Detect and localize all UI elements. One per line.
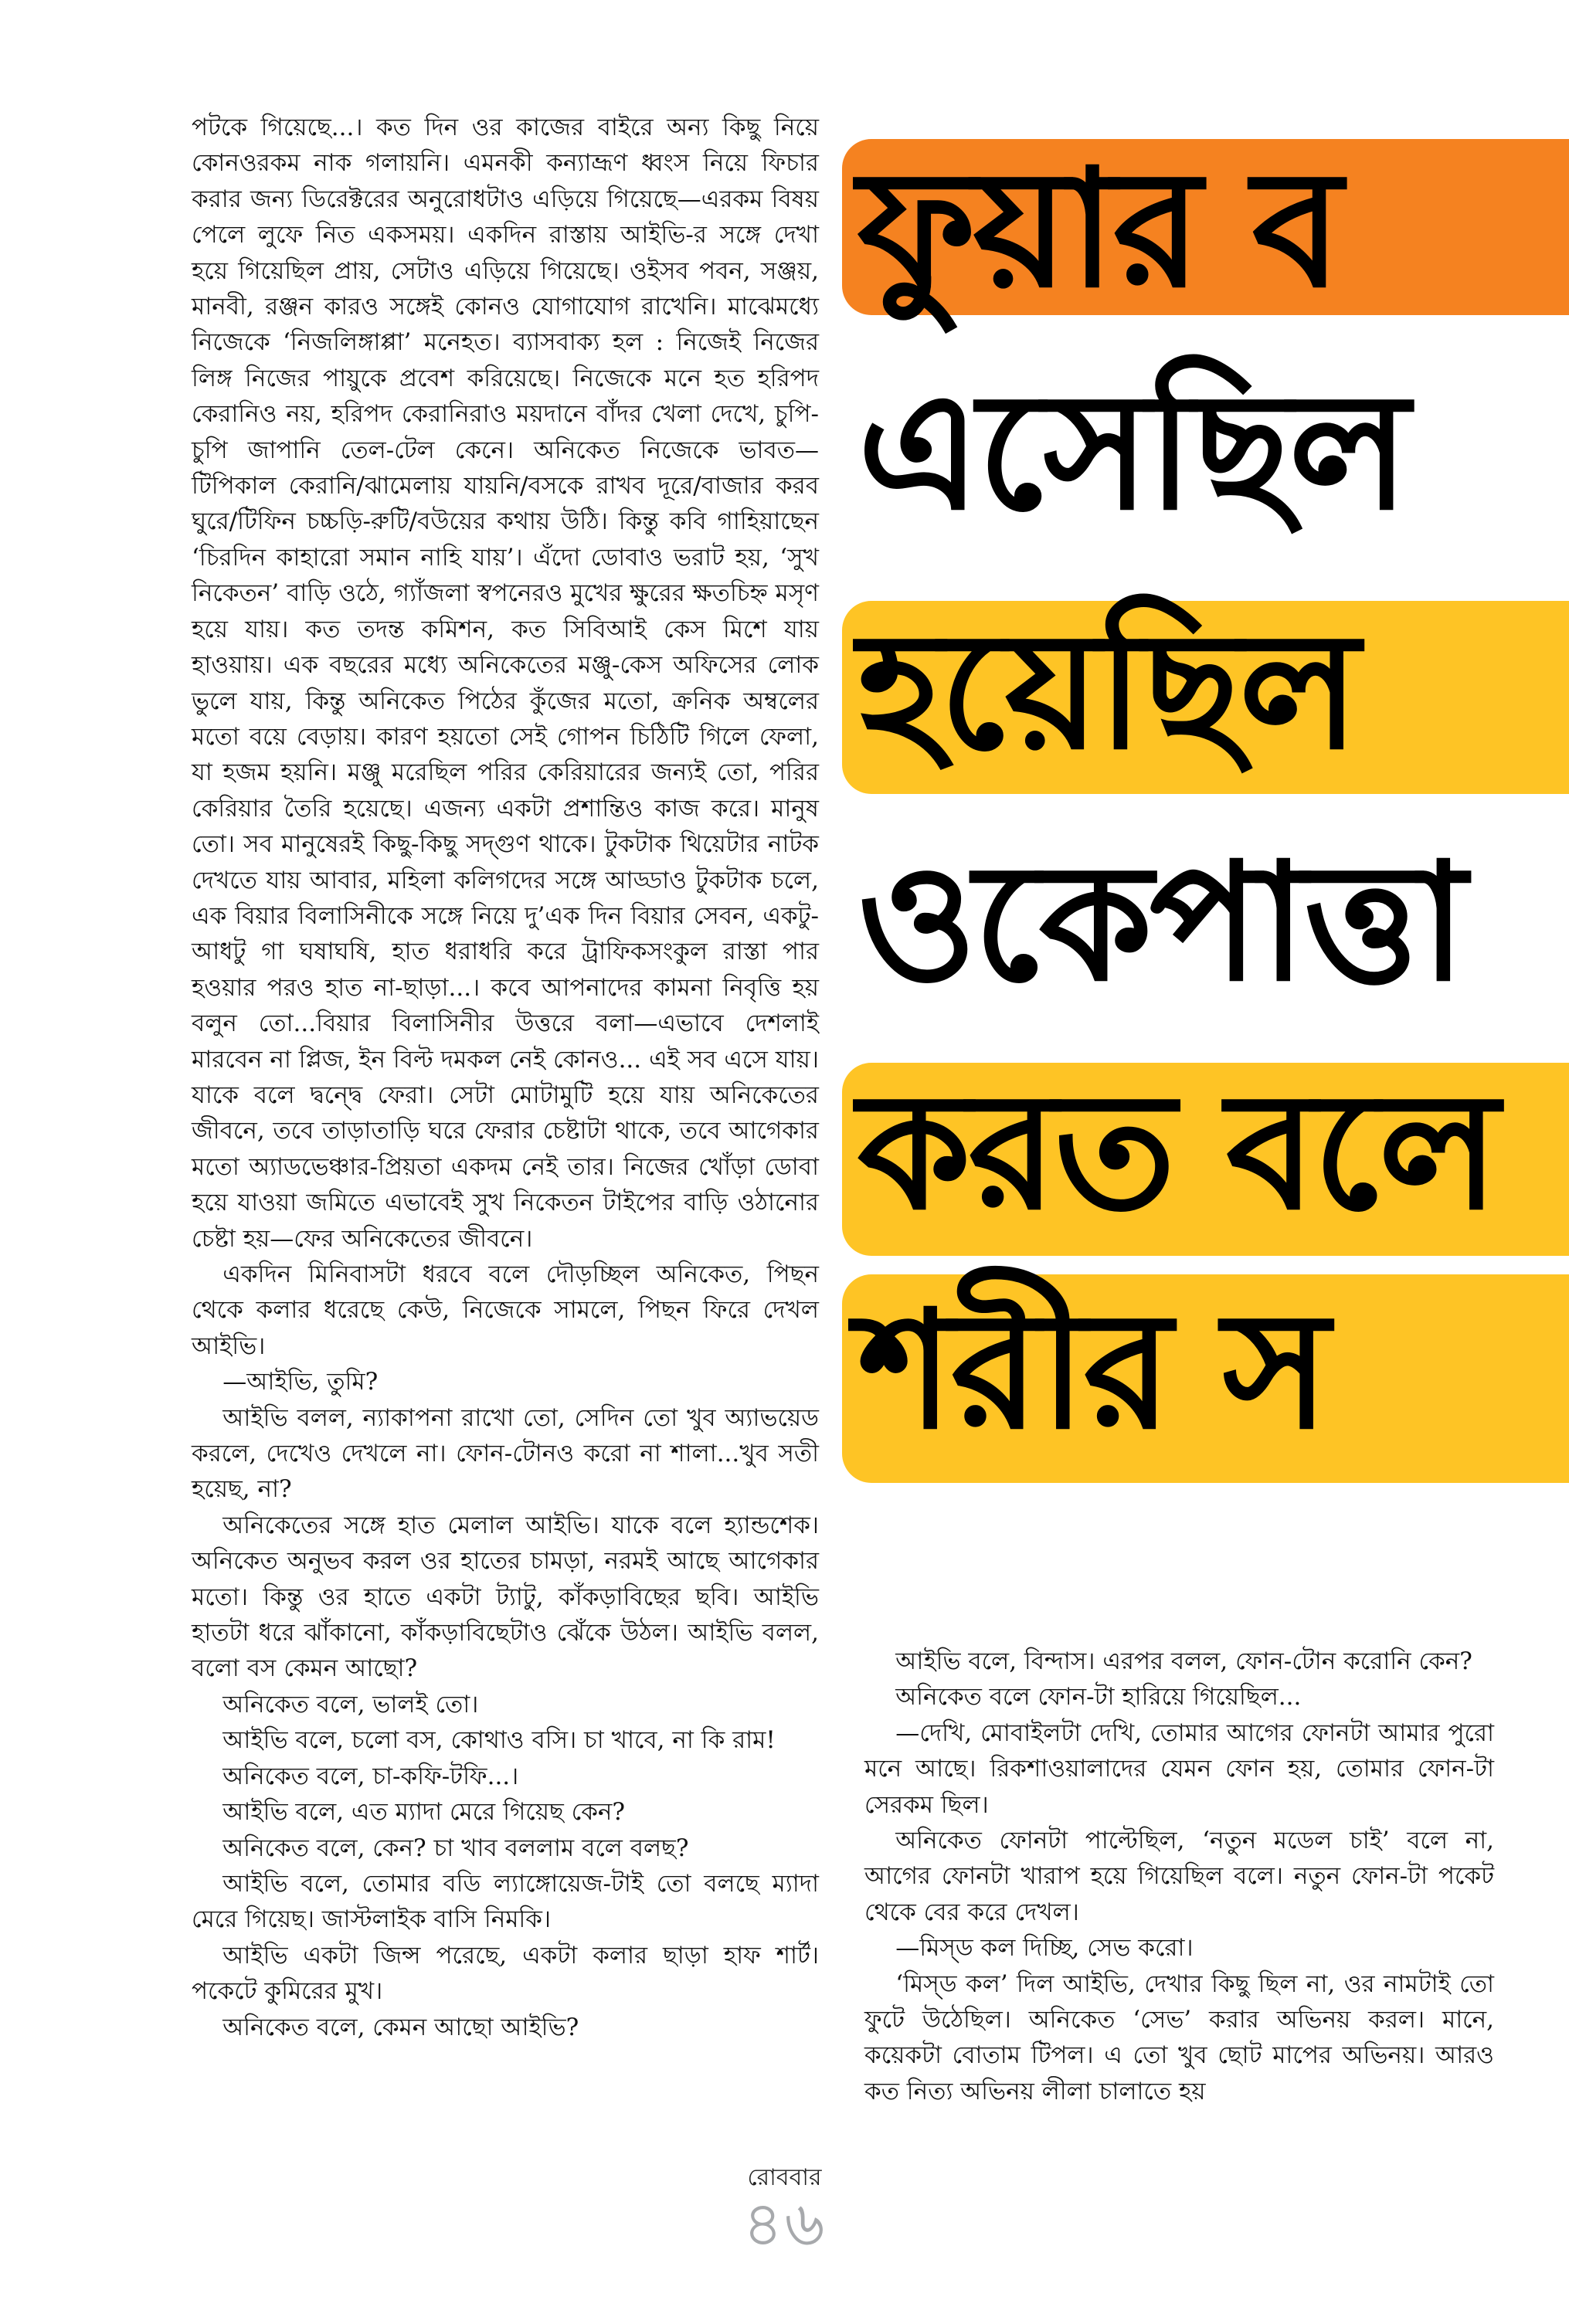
paragraph: —দেখি, মোবাইলটা দেখি, তোমার আগের ফোনটা আমার পুরো মনে আছে। রিকশাওয়ালাদের যেমন ফোন হয়, তোমার ফোন-টা সেরকম ছিল। xyxy=(864,1718,1494,1819)
paragraph: আইভি বলল, ন্যাকাপনা রাখো তো, সেদিন তো খুব অ্যাভয়েড করলে, দেখেও দেখলে না। ফোন-টোনও করো না শালা...খুব সতী হয়েছ, না? xyxy=(192,1403,819,1504)
magazine-name: রোববার xyxy=(747,2164,822,2191)
paragraph: অনিকেত বলে, কেমন আছো আইভি? xyxy=(222,2013,579,2041)
paragraph: অনিকেত বলে, কেন? চা খাব বললাম বলে বলছ? xyxy=(222,1834,689,1862)
paragraph: ‘মিস্‌ড কল’ দিল আইভি, দেখার কিছু ছিল না, ওর নামটাই তো ফুটে উঠেছিল। অনিকেত ‘সেভ’ করার অভিনয় করল। মানে, কয়েকটা বোতাম টিপল। এ তো খুব ছোট মাপের অভিনয়। আরও কত নিত্য অভিনয় লীলা চালাতে হয় xyxy=(864,1969,1494,2105)
paragraph: অনিকেত বলে, চা-কফি-টফি...। xyxy=(222,1762,519,1790)
paragraph: পটকে গিয়েছে...। কত দিন ওর কাজের বাইরে অন্য কিছু নিয়ে কোনওরকম নাক গলায়নি। এমনকী কন্যাভ্রূণ ধ্বংস নিয়ে ফিচার করার জন্য ডিরেক্টরের অনুরোধটাও এড়িয়ে গিয়েছে—এরকম বিষয় পেলে লুফে নিত একসময়। একদিন রাস্তায় আইভি-র সঙ্গে দেখা হয়ে গিয়েছিল প্রায়, সেটাও এড়িয়ে গিয়েছে। ওইসব পবন, সঞ্জয়, মানবী, রঞ্জন কারও সঙ্গেই কোনও যোগাযোগ রাখেনি। মাঝেমধ্যে নিজেকে ‘নিজলিঙ্গাপ্পা’ মনেহত। ব্যাসবাক্য হল : নিজেই নিজের লিঙ্গ নিজের পায়ুকে প্রবেশ করিয়েছে। নিজেকে মনে হত হরিপদ কেরানিও নয়, হরিপদ কেরানিরাও ময়দানে বাঁদর খেলা দেখে, চুপি-চুপি জাপানি তেল-টেল কেনে। অনিকেত নিজেকে ভাবত—টিপিকাল কেরানি/ঝামেলায় যায়নি/বসকে রাখব দূরে/বাজার করব ঘুরে/টিফিন চচ্চড়ি-রুটি/বউয়ের কথায় উঠি। কিন্তু কবি গাহিয়াছেন ‘চিরদিন কাহারো সমান নাহি যায়’। এঁদো ডোবাও ভরাট হয়, ‘সুখ নিকেতন’ বাড়ি ওঠে, গ্যাঁজলা স্বপনেরও মুখের ক্ষুরের ক্ষতচিহ্ন মসৃণ হয়ে যায়। কত তদন্ত কমিশন, কত সিবিআই কেস মিশে যায় হাওয়ায়। এক বছরের মধ্যে অনিকেতের মঞ্জু-কেস অফিসের লোক ভুলে যায়, কিন্তু অনিকেত পিঠের কুঁজের মতো, ক্রনিক অম্বলের মতো বয়ে বেড়ায়। কারণ হয়তো সেই গোপন চিঠিটি গিলে ফেলা, যা হজম হয়নি। মঞ্জু মরেছিল পরির কেরিয়ারের জন্যই তো, পরির কেরিয়ার তৈরি হয়েছে। এজন্য একটা প্রশান্তিও কাজ করে। মানুষ তো। সব মানুষেরই কিছু-কিছু সদ্গুণ থাকে। টুকটাক থিয়েটার নাটক দেখতে যায় আবার, মহিলা কলিগদের সঙ্গে আড্ডাও টুকটাক চলে, এক বিয়ার বিলাসিনীকে সঙ্গে নিয়ে দু’এক দিন বিয়ার সেবন, একটু-আধটু গা ঘষাঘষি, হাত ধরাধরি করে ট্রাফিকসংকুল রাস্তা পার হওয়ার পরও হাত না-ছাড়া...। কবে আপনাদের কামনা নিবৃত্তি হয় বলুন তো...বিয়ার বিলাসিনীর উত্তরে বলা—এভাবে দেশলাই মারবেন না প্লিজ, ইন বিল্ট দমকল নেই কোনও... এই সব এসে যায়। যাকে বলে দ্বন্দ্বে ফেরা। সেটা মোটামুটি হয়ে যায় অনিকেতের জীবনে, তবে তাড়াতাড়ি ঘরে ফেরার চেষ্টাটা থাকে, তবে আগেকার মতো অ্যাডভেঞ্চার-প্রিয়তা একদম নেই তার। নিজের খোঁড়া ডোবা হয়ে যাওয়া জমিতে এভাবেই সুখ নিকেতন টাইপের বাড়ি ওঠানোর চেষ্টা হয়—ফের অনিকেতের জীবনে। xyxy=(192,114,819,1253)
page-number: ৪৬ xyxy=(742,2188,827,2260)
page-footer xyxy=(0,2163,1569,2260)
paragraph: অনিকেত ফোনটা পাল্টেছিল, ‘নতুন মডেল চাই’ বলে না, আগের ফোনটা খারাপ হয়ে গিয়েছিল বলে। নতুন ফোন-টা পকেট থেকে বের করে দেখল। xyxy=(864,1827,1494,1926)
headline-art xyxy=(842,139,1569,1483)
headline-line: এসেছিল xyxy=(858,357,1407,546)
paragraph: অনিকেতের সঙ্গে হাত মেলাল আইভি। যাকে বলে হ্যান্ডশেক। অনিকেত অনুভব করল ওর হাতের চামড়া, নরমই আছে আগেকার মতো। কিন্তু ওর হাতে একটা ট্যাটু, কাঁকড়াবিছের ছবি। আইভি হাতটা ধরে ঝাঁকানো, কাঁকড়াবিছেটাও ঝেঁকে উঠল। আইভি বলল, বলো বস কেমন আছো? xyxy=(192,1511,819,1683)
paragraph: আইভি বলে, চলো বস, কোথাও বসি। চা খাবে, না কি রাম! xyxy=(222,1726,776,1755)
paragraph: —আইভি, তুমি? xyxy=(222,1368,379,1396)
headline-line: ওকেপাত্তা xyxy=(858,828,1464,1017)
paragraph: অনিকেত বলে ফোন-টা হারিয়ে গিয়েছিল... xyxy=(895,1683,1302,1712)
paragraph: অনিকেত বলে, ভালই তো। xyxy=(222,1690,479,1718)
left-text-column xyxy=(192,110,819,2045)
paragraph: একদিন মিনিবাসটা ধরবে বলে দৌড়চ্ছিল অনিকেত, পিছন থেকে কলার ধরেছে কেউ, নিজেকে সামলে, পিছন ফিরে দেখল আইভি। xyxy=(192,1260,819,1360)
paragraph: আইভি বলে, বিন্দাস। এরপর বলল, ফোন-টোন করোনি কেন? xyxy=(895,1647,1472,1675)
headline-line: শরীর স xyxy=(858,1276,1327,1465)
headline-line: করত বলে xyxy=(858,1057,1496,1246)
headline-line: ফুয়ার ব xyxy=(858,139,1340,324)
paragraph: —মিস্‌ড কল দিচ্ছি, সেভ করো। xyxy=(895,1934,1194,1963)
paragraph: আইভি বলে, এত ম্যাদা মেরে গিয়েছ কেন? xyxy=(222,1798,626,1827)
right-text-column xyxy=(864,1644,1494,2109)
paragraph: আইভি বলে, তোমার বডি ল্যাঙ্গোয়েজ-টাই তো বলছে ম্যাদা মেরে গিয়েছ। জাস্টলাইক বাসি নিমকি। xyxy=(192,1869,819,1934)
paragraph: আইভি একটা জিন্স পরেছে, একটা কলার ছাড়া হাফ শার্ট। পকেটে কুমিরের মুখ। xyxy=(192,1941,819,2006)
headline-line: হয়েছিল xyxy=(858,596,1357,785)
